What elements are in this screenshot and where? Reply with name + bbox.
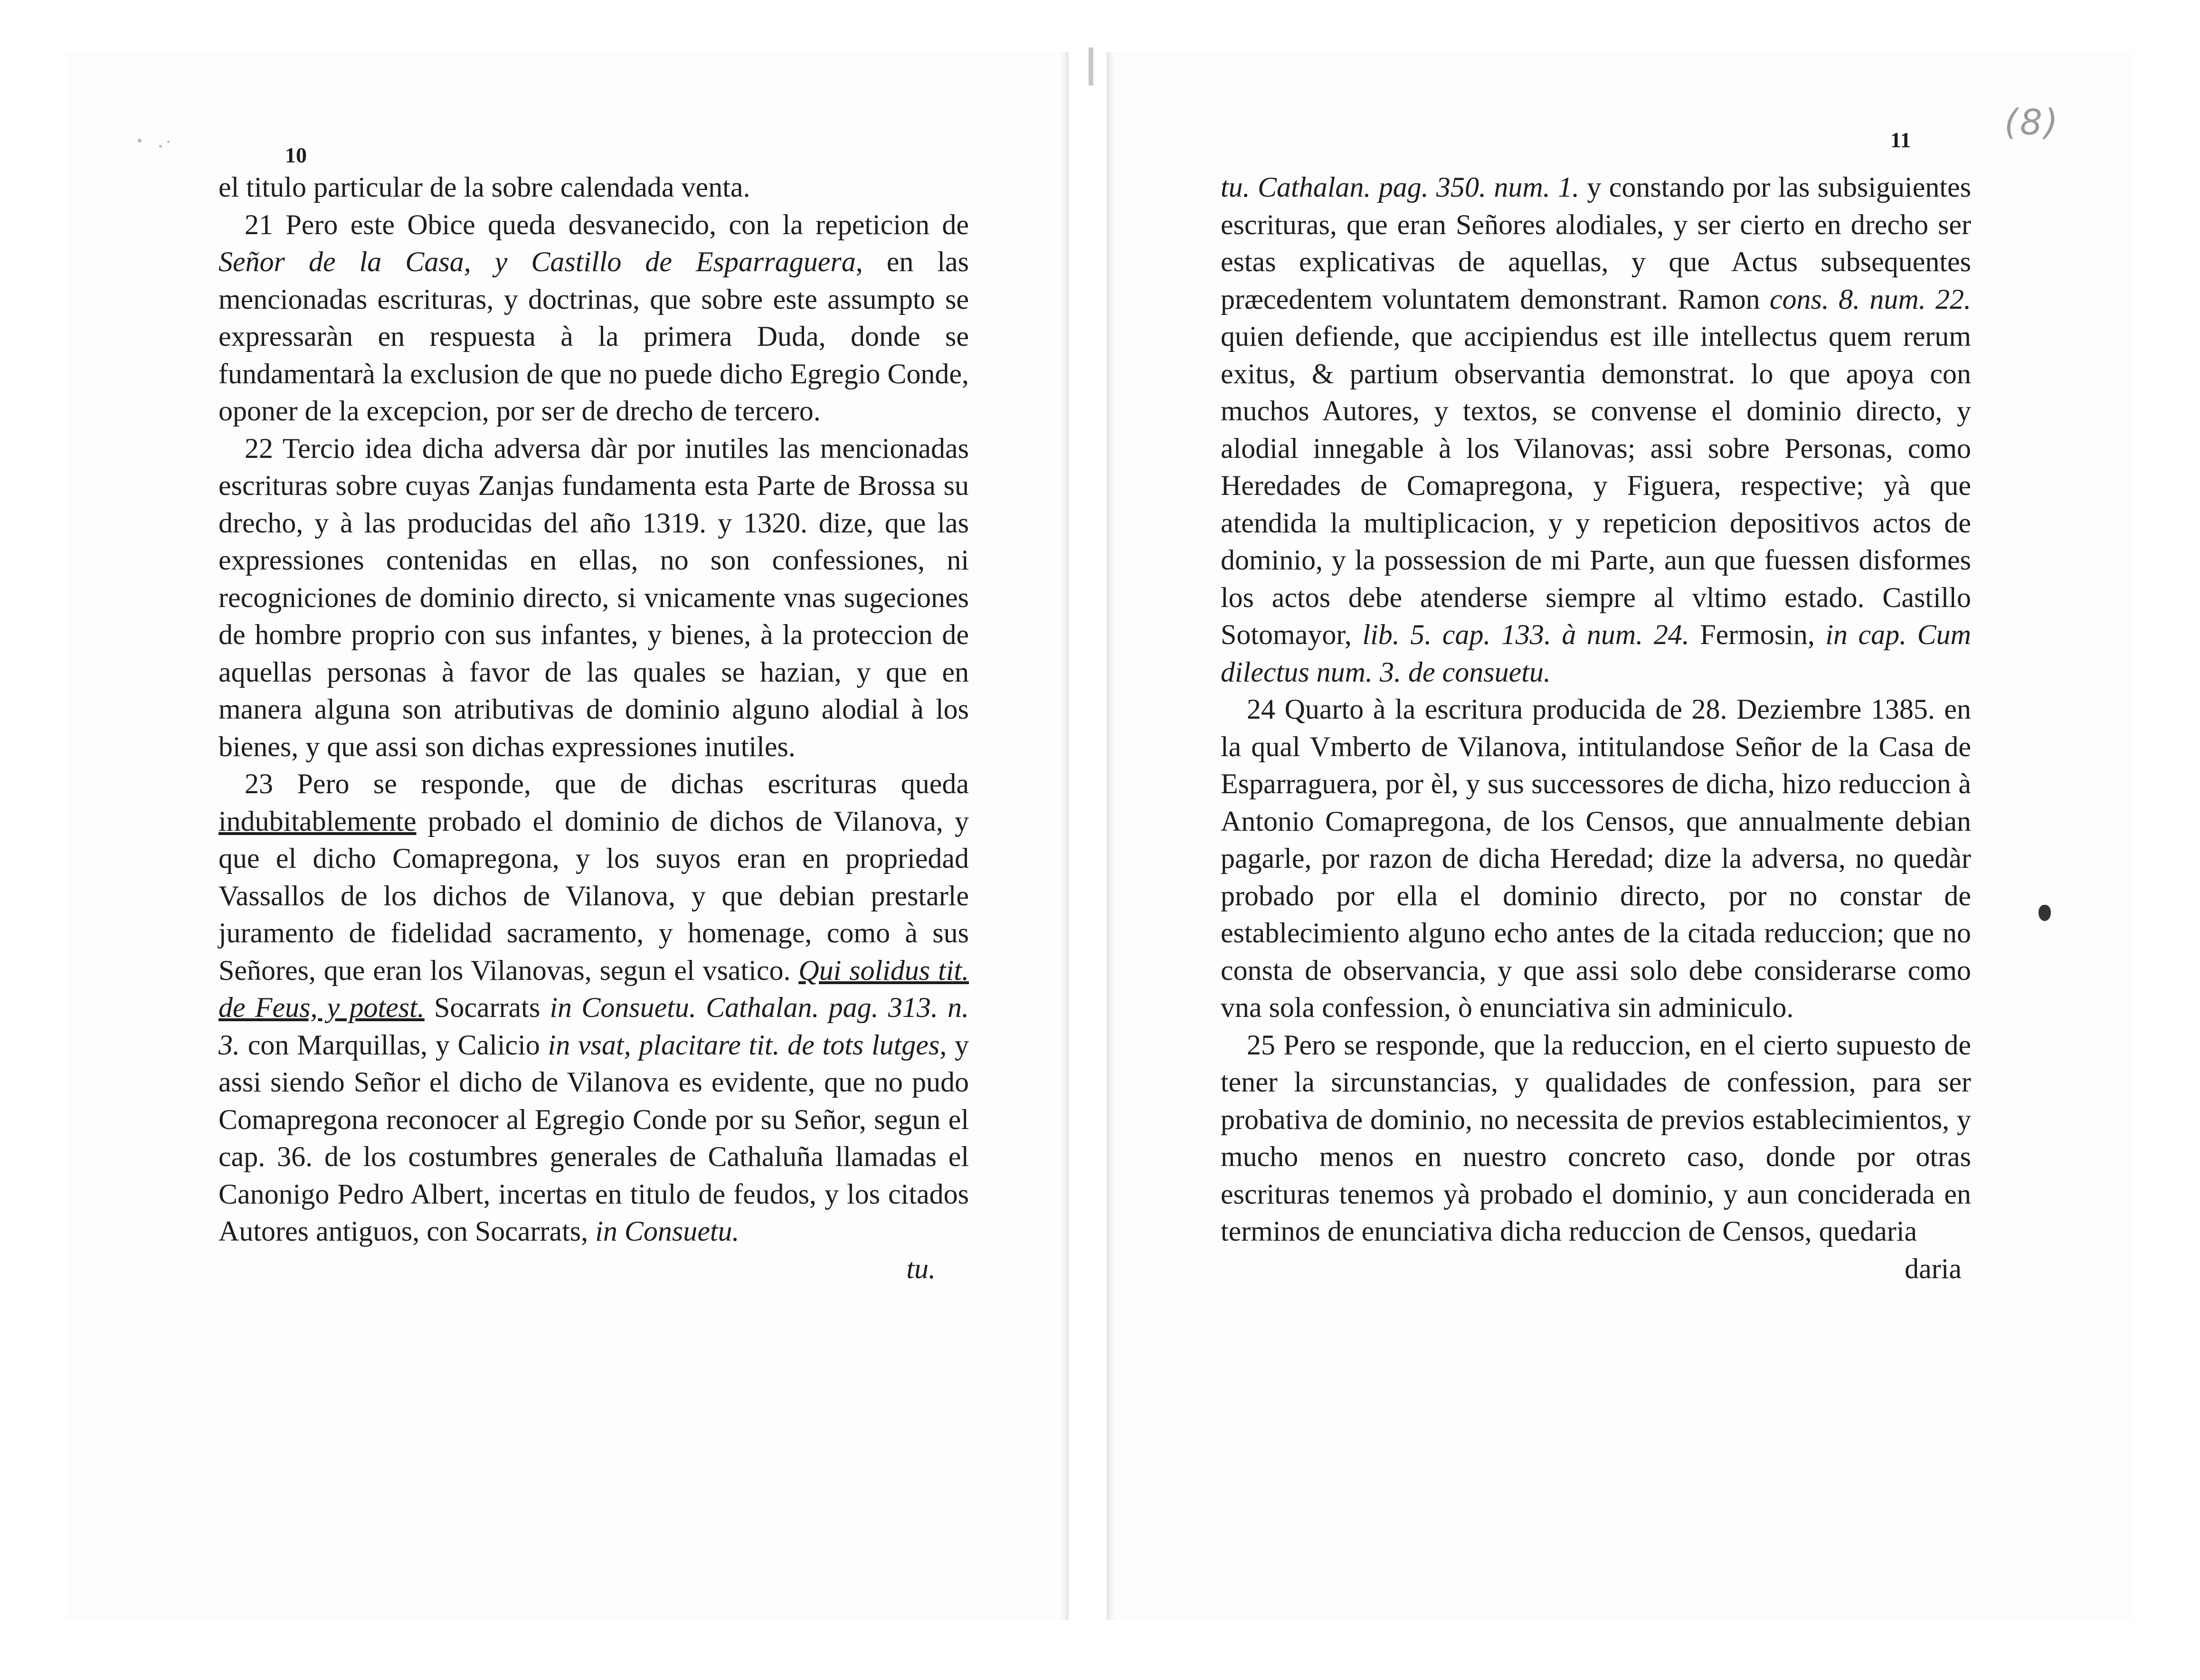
paragraph-number: 21 <box>245 209 273 240</box>
paragraph-text: Quarto à la escritura producida de 28. Deziembre 1385. en la qual Vmberto de Vilanova, intitulandose Señor de la Casa de Esparraguera, por èl, y sus successores de dicha, hizo reduccion à Antonio Comapregona, de los Censos, que annualmente debian pagarle, por razon de dicha Heredad; dize la adversa, no quedàr probado por ella el dominio directo, por no constar de establecimiento alguno echo antes de la citada reduccion; que no consta de observancia, y que assi solo debe considerarse como vna sola confession, ò enunciativa sin adminiculo. <box>1221 693 1972 1023</box>
folio-number-right: 11 <box>1890 128 1911 152</box>
paper-speck <box>138 139 142 142</box>
paragraph-number: 25 <box>1247 1029 1275 1061</box>
book-gutter <box>1089 47 1093 85</box>
ink-blot <box>2039 905 2051 921</box>
paragraph-text: con Marquillas, y Calicio <box>247 1029 540 1061</box>
paragraph-23 <box>218 765 969 1250</box>
paragraph-22 <box>218 430 969 766</box>
paragraph-text: quien defiende, que accipiendus est ille intellectus quem rerum exitus, & partium observantia demonstrat. lo que apoya con muchos Autores, y textos, se convense el dominio directo, y alodial innegable à los Vilanovas; assi sobre Personas, como Heredades de Comapregona, y Figuera, respective; yà que atendida la multiplicacion, y y repeticion depositivos actos de dominio, y la possession de mi Parte, aun que fuessen disformes los actos debe atenderse siempre al vltimo estado. Castillo Sotomayor, <box>1221 321 1971 650</box>
paragraph-text: probado el dominio de dichos de Vilanova, y que el dicho Comapregona, y los suyos eran en propriedad Vassallos de los dichos de Vilanova, y que debian prestarle juramento de fidelidad sacramento, y homenage, como à sus Señores, que eran los Vilanovas, segun el vsatico. <box>218 805 969 986</box>
paragraph-text: Pero se responde, que la reduccion, en el cierto supuesto de tener la sircunstancias, y qualidades de confession, para ser probativa de dominio, no necessita de previos establecimientos, y mucho menos en nuestro concreto caso, donde por otras escrituras tenemos yà probado el dominio, y aun conciderada en terminos de enunciativa dicha reduccion de Censos, quedaria <box>1221 1029 1972 1247</box>
paragraph-number: 23 <box>245 768 273 799</box>
paragraph-number: 24 <box>1247 693 1275 725</box>
paragraph-text: y assi siendo Señor el dicho de Vilanova es evidente, que no pudo Comapregona reconocer al Egregio Conde por su Señor, segun el cap. 36. de los costumbres generales de Cathaluña llamadas el Canonigo Pedro Albert, incertas en titulo de feudos, y los citados Autores antiguos, con Socarrats, <box>218 1029 969 1247</box>
paragraph-text: Fermosin, <box>1700 619 1815 650</box>
italic-citation: in vsat, placitare tit. de tots lutges, <box>548 1029 947 1061</box>
catchword: daria <box>1905 1253 1962 1284</box>
left-page-text <box>218 169 969 1287</box>
italic-citation: tu. Cathalan. pag. 350. num. 1. <box>1221 171 1580 203</box>
paragraph-text: Tercio idea dicha adversa dàr por inutiles las mencionadas escrituras sobre cuyas Zanjas fundamenta esta Parte de Brossa su drecho, y à las producidas del año 1319. y 1320. dize, que las expressiones contenidas en ellas, no son confessiones, ni recogniciones de dominio directo, si vnicamente vnas sugeciones de hombre proprio con sus infantes, y bienes, à la proteccion de aquellas personas à favor de las quales se hazian, y que en manera alguna son atributivas de dominio alguno alodial à los bienes, y que assi son dichas expressiones inutiles. <box>218 432 969 762</box>
paragraph-21 <box>218 206 969 430</box>
paragraph-text: y constando por las subsiguientes escrituras, que eran Señores alodiales, y ser cierto en drecho ser estas explicativas de aquellas, y que Actus subsequentes præcedentem voluntatem demonstrant. Ramon <box>1221 171 1972 315</box>
italic-citation: Señor de la Casa, y Castillo de Esparraguera <box>218 246 856 277</box>
italic-citation: cons. 8. num. 22. <box>1769 283 1972 315</box>
italic-citation: Qui solidus tit. de Feus, y potest. <box>218 954 969 1023</box>
italic-citation: lib. 5. cap. 133. à num. 24. <box>1362 619 1689 650</box>
paper-speck <box>159 145 162 148</box>
right-page-text <box>1221 169 1971 1287</box>
paragraph-number: 22 <box>245 432 273 464</box>
catchword-text: tu. <box>906 1253 936 1284</box>
paragraph-24 <box>1221 691 1971 1026</box>
archive-folio-mark: (8) <box>2004 102 2060 143</box>
italic-citation: in Consuetu. Cathalan. pag. 313. n. 3. <box>218 992 969 1061</box>
paragraph-continuation: el titulo particular de la sobre calendada venta. <box>218 171 750 203</box>
paragraph-continuation <box>1221 169 1971 691</box>
italic-citation: in Consuetu. <box>595 1215 740 1247</box>
paragraph-text: , en las mencionadas escrituras, y doctrinas, que sobre este assumpto se expressaràn en respuesta à la primera Duda, donde se fundamentarà la exclusion de que no puede dicho Egregio Conde, oponer de la excepcion, por ser de drecho de tercero. <box>218 246 969 427</box>
paragraph-text: Socarrats <box>434 992 541 1023</box>
paragraph-25 <box>1221 1026 1971 1250</box>
paragraph-text: Pero este Obice queda desvanecido, con la repeticion de <box>285 209 969 240</box>
paper-speck <box>167 141 170 143</box>
catchword <box>218 1250 969 1288</box>
italic-citation: in cap. Cum dilectus num. 3. de consuetu. <box>1221 619 1972 688</box>
underlined-word: indubitablemente <box>218 805 417 837</box>
paragraph-text: Pero se responde, que de dichas escrituras queda <box>297 768 969 799</box>
folio-number-left: 10 <box>285 143 307 167</box>
